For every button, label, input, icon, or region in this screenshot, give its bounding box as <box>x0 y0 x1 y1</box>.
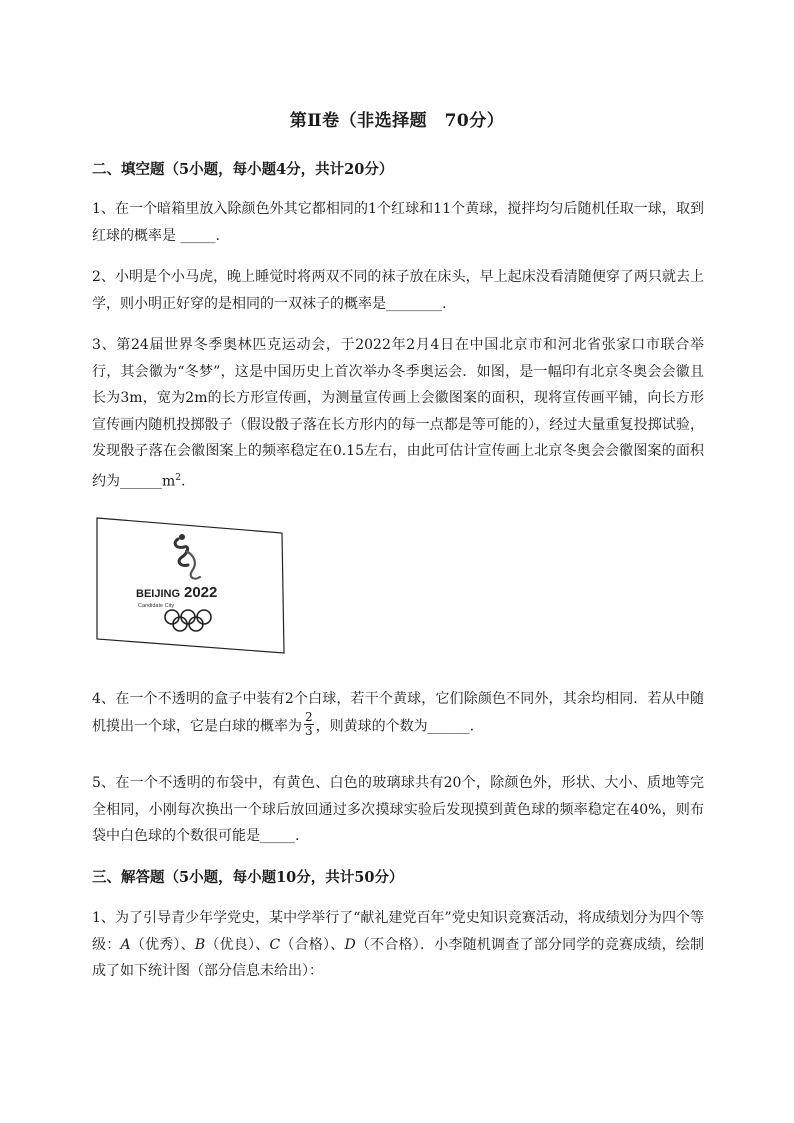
question-2-text: 2、小明是个小马虎，晚上睡觉时将两双不同的袜子放在床头，早上起床没看清随便穿了两只就去上学，则小明正好穿的是相同的一双袜子的概率是________. <box>92 269 704 312</box>
grade-c-label: （合格）、 <box>280 936 345 953</box>
question-3-end: . <box>181 473 186 490</box>
question-3-text: 3、第24届世界冬季奥林匹克运动会，于2022年2月4日在中国北京市和河北省张家口市联合举行，其会徽为“冬梦”，这是中国历史上首次举办冬季奥运会．如图，是一幅印有北京冬奥会会徽且长为3m，宽为2m的长方形宣传画，为测量宣传画上会徽图案的面积，现将宣传画平铺，向长方形宣传画内随机投掷骰子（假设骰子落在长方形内的每一点都是等可能的），经过大量重复投掷试验，发现骰子落在会徽图案上的频率稳定在0.15左右，由此可估计宣传画上北京冬奥会会徽图案的面积约为______m <box>92 337 704 490</box>
grade-c: C <box>269 936 281 953</box>
question-5 <box>92 770 704 850</box>
fraction-denominator: 3 <box>305 723 313 738</box>
unit-superscript: 2 <box>175 472 182 483</box>
problem-1 <box>92 905 704 985</box>
question-2 <box>92 264 704 317</box>
grade-a: A <box>120 936 131 953</box>
grade-b: B <box>194 936 206 953</box>
logo-year: 2022 <box>184 584 218 601</box>
logo-word: BEIJING <box>136 588 181 600</box>
fraction-numerator: 2 <box>305 709 313 724</box>
question-4-text-b: ，则黄球的个数为______. <box>315 718 475 734</box>
grade-b-label: （优良）、 <box>205 936 270 953</box>
section-heading-solutions: 三、解答题（5小题，每小题10分，共计50分） <box>92 869 404 886</box>
question-1 <box>92 196 704 249</box>
page-title: 第Ⅱ卷（非选择题 70分） <box>289 111 505 131</box>
probability-fraction <box>304 711 314 738</box>
grade-a-label: （优秀）、 <box>130 936 195 953</box>
logo-subtitle: Candidate City <box>138 603 175 609</box>
beijing-poster-figure <box>94 515 286 657</box>
question-3 <box>92 332 704 495</box>
question-5-text: 5、在一个不透明的布袋中，有黄色、白色的玻璃球共有20个，除颜色外，形状、大小、质地等完全相同，小刚每次换出一个球后放回通过多次摸球实验后发现摸到黄色球的频率稳定在40%，则布袋中白色球的个数很可能是_____. <box>92 775 704 844</box>
problem-1-text-a: 1、为了引导青少年学党史，某中学举行了“献礼建党百年”党史知识竞赛活动，将成绩划分为四个等级： <box>92 910 704 953</box>
section-heading-fill-in: 二、填空题（5小题，每小题4分，共计20分） <box>92 161 394 178</box>
question-4 <box>92 686 704 740</box>
question-1-text: 1、在一个暗箱里放入除颜色外其它都相同的1个红球和11个黄球，搅拌均匀后随机任取一球，取到红球的概率是 _____. <box>92 201 704 244</box>
poster-image <box>94 515 286 657</box>
question-4-text-a: 4、在一个不透明的盒子中装有2个白球，若干个黄球，它们除颜色不同外，其余均相同．若从中随机摸出一个球，它是白球的概率为 <box>92 691 704 734</box>
grade-d-label: （不合格）．小李随机调查了部分同学的竞赛成绩，绘制成了如下统计图（部分信息未给出）： <box>92 936 705 979</box>
grade-d: D <box>344 936 356 953</box>
